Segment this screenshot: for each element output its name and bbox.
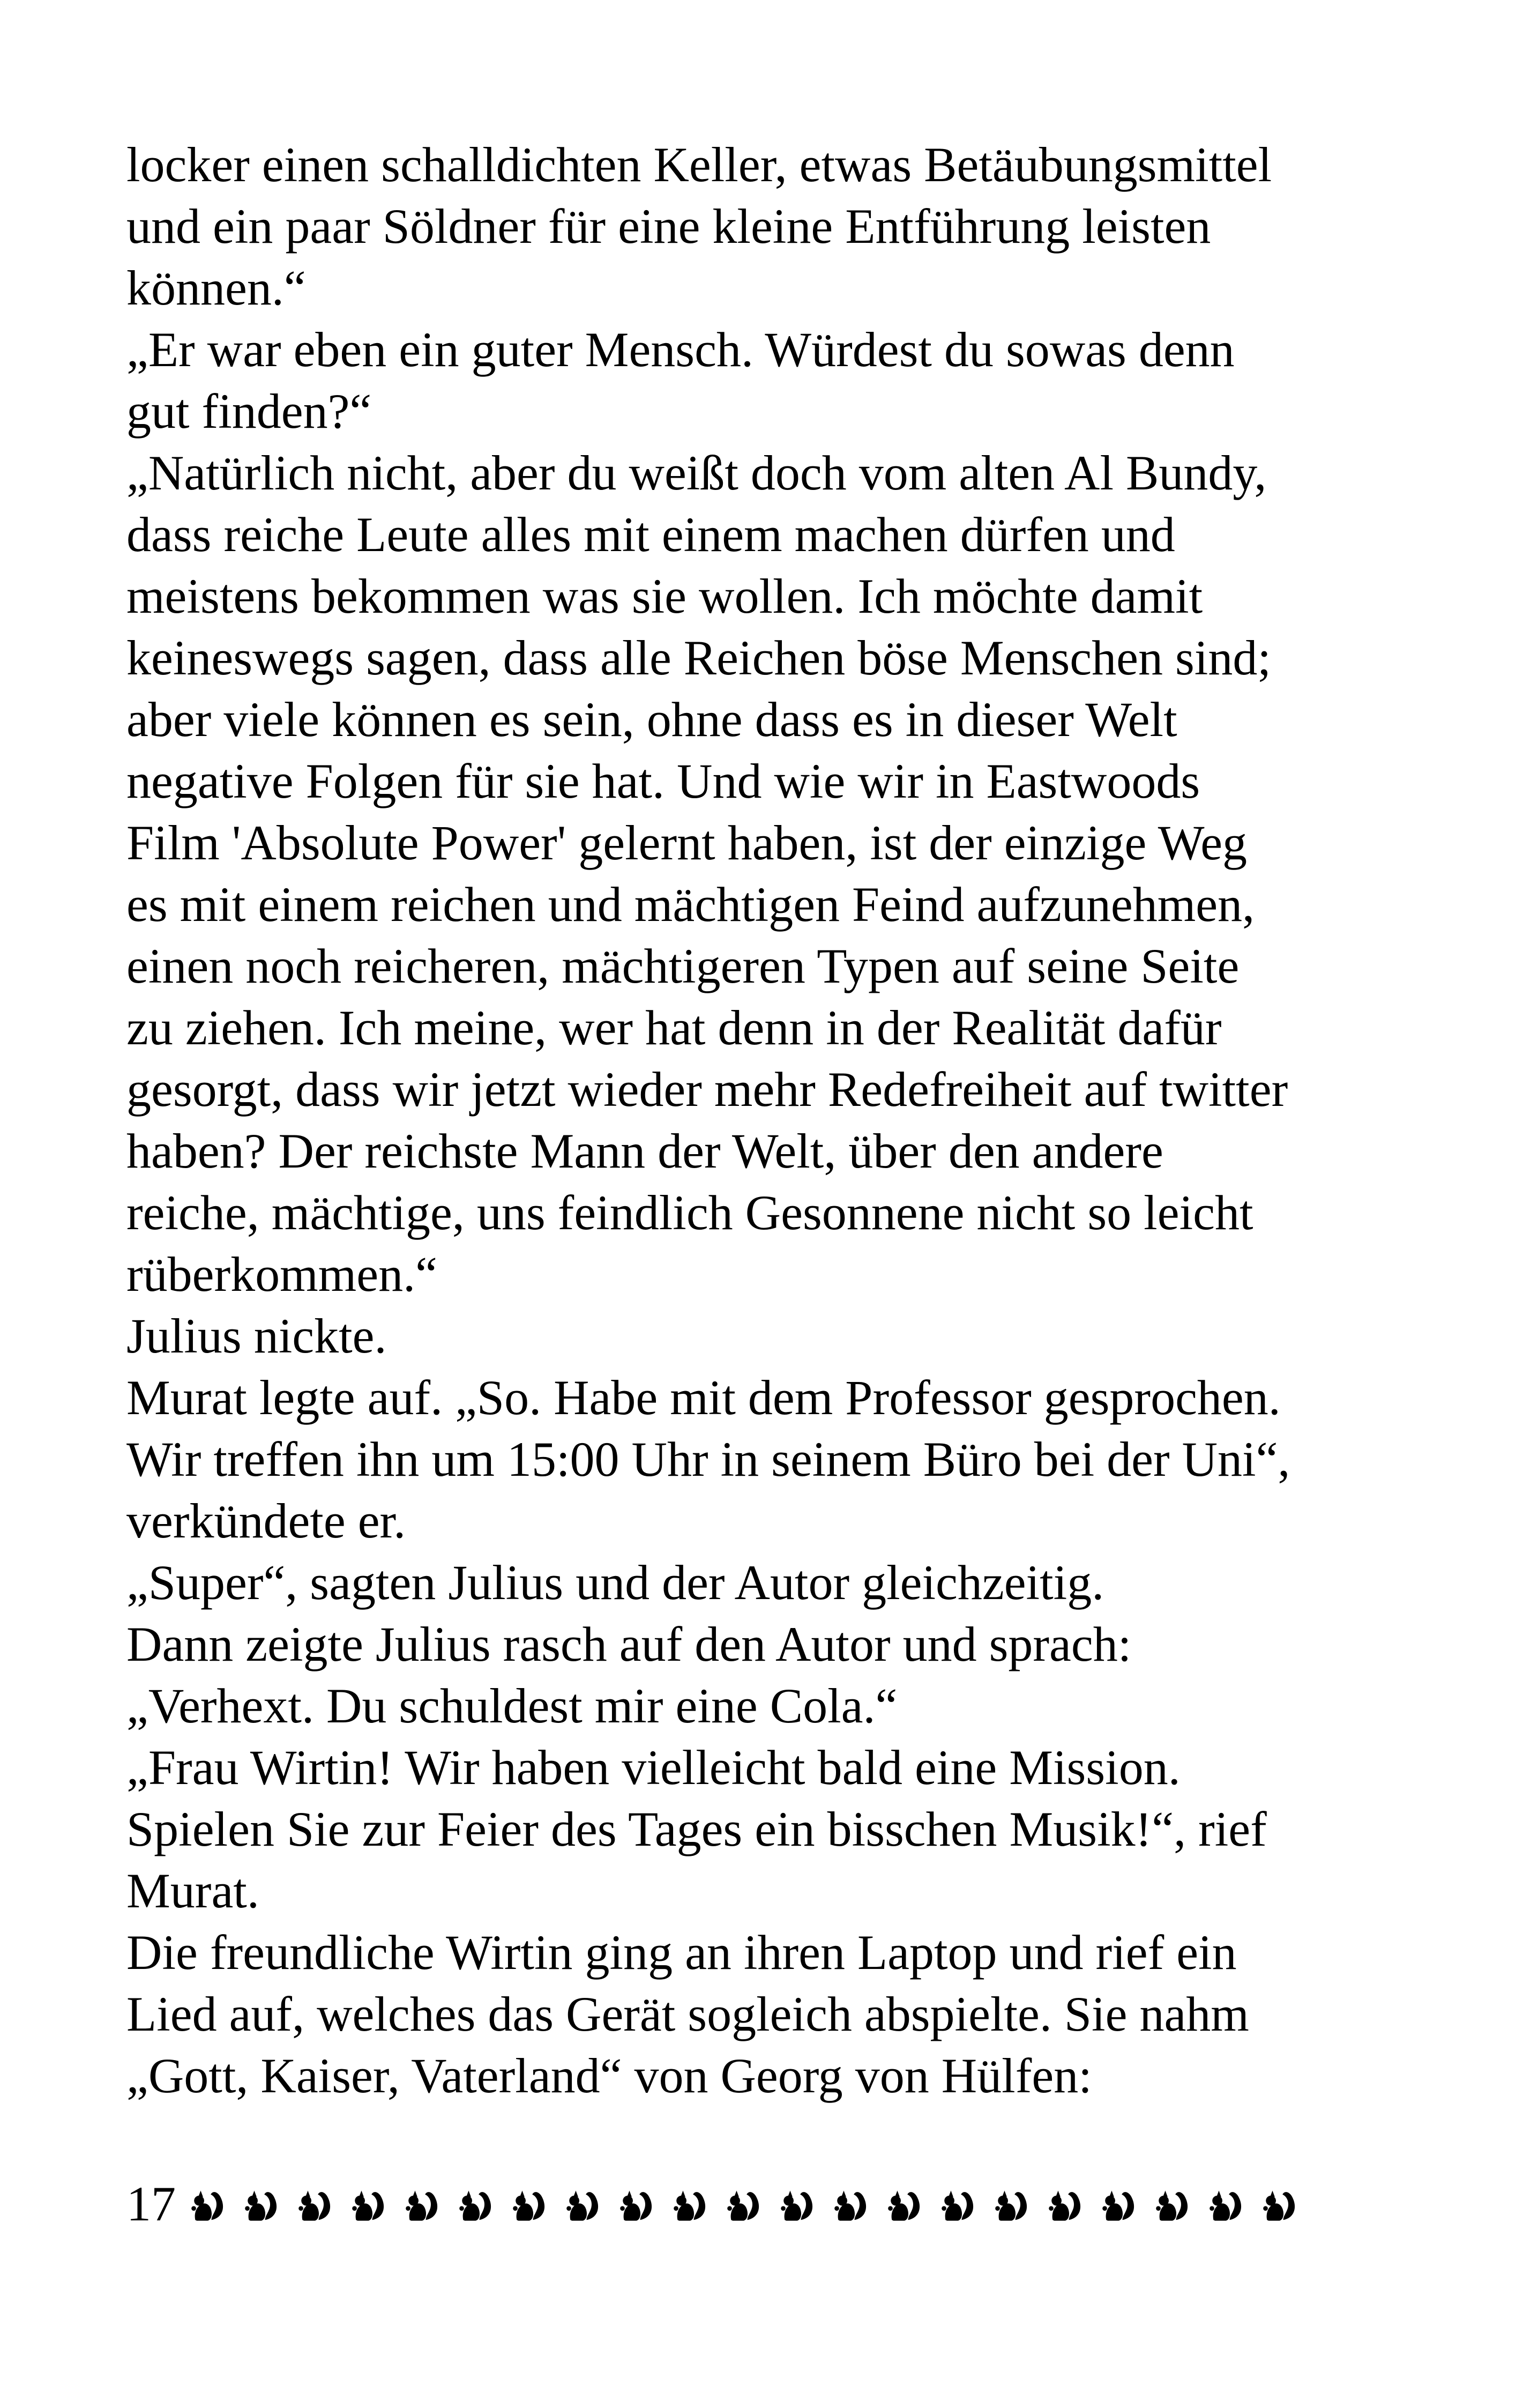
page-number: 17 [126,2176,176,2231]
text-line: dass reiche Leute alles mit einem machen dürfen und [126,507,1175,562]
squirrel-icon [1152,2184,1191,2223]
text-line: Spielen Sie zur Feier des Tages ein bisschen Musik!“, rief [126,1802,1267,1856]
text-line: verkündete er. [126,1493,406,1548]
text-line: gesorgt, dass wir jetzt wieder mehr Redefreiheit auf twitter [126,1062,1288,1117]
text-line: aber viele können es sein, ohne dass es in dieser Welt [126,692,1177,747]
squirrel-icon [991,2184,1030,2223]
text-line: Julius nickte. [126,1309,387,1363]
text-line: haben? Der reichste Mann der Welt, über den andere [126,1124,1163,1178]
squirrel-icon [670,2184,708,2223]
text-line: „Verhext. Du schuldest mir eine Cola.“ [126,1678,898,1733]
text-line: Dann zeigte Julius rasch auf den Autor und sprach: [126,1617,1132,1671]
text-line: Lied auf, welches das Gerät sogleich abspielte. Sie nahm [126,1987,1249,2041]
text-line: Murat legte auf. „So. Habe mit dem Professor gesprochen. [126,1370,1281,1425]
text-line: rüberkommen.“ [126,1247,437,1302]
text-line: locker einen schalldichten Keller, etwas Betäubungsmittel [126,137,1272,192]
text-line: Die freundliche Wirtin ging an ihren Laptop und rief ein [126,1925,1237,1980]
squirrel-icon [1099,2184,1137,2223]
text-line: es mit einem reichen und mächtigen Feind aufzunehmen, [126,877,1255,932]
squirrel-icon [295,2184,333,2223]
squirrel-icon [456,2184,494,2223]
squirrel-icon [777,2184,816,2223]
squirrel-icon [616,2184,655,2223]
squirrel-icon [509,2184,548,2223]
squirrel-icon [402,2184,441,2223]
text-line: „Er war eben ein guter Mensch. Würdest du sowas denn [126,322,1235,377]
squirrel-icon [831,2184,869,2223]
text-line: Film 'Absolute Power' gelernt haben, ist der einzige Weg [126,815,1248,870]
squirrel-icon [1045,2184,1084,2223]
text-line: und ein paar Söldner für eine kleine Entführung leisten [126,199,1211,254]
squirrel-icon [1206,2184,1244,2223]
text-line: reiche, mächtige, uns feindlich Gesonnene nicht so leicht [126,1185,1253,1240]
squirrel-icon [1259,2184,1298,2223]
text-line: können.“ [126,261,306,315]
text-line: „Super“, sagten Julius und der Autor gleichzeitig. [126,1555,1104,1610]
text-line: keineswegs sagen, dass alle Reichen böse Menschen sind; [126,630,1271,685]
squirrel-icon [938,2184,976,2223]
squirrel-icon [723,2184,762,2223]
text-line: Murat. [126,1863,259,1918]
body-text [126,134,1423,2107]
ornament-row [188,2184,1298,2223]
text-line: „Gott, Kaiser, Vaterland“ von Georg von Hülfen: [126,2048,1092,2103]
text-line: meistens bekommen was sie wollen. Ich möchte damit [126,569,1203,623]
squirrel-icon [884,2184,923,2223]
squirrel-icon [563,2184,601,2223]
text-line: Wir treffen ihn um 15:00 Uhr in seinem Büro bei der Uni“, [126,1432,1290,1487]
squirrel-icon [188,2184,226,2223]
text-line: gut finden?“ [126,384,372,439]
text-line: negative Folgen für sie hat. Und wie wir in Eastwoods [126,754,1200,808]
text-line: „Natürlich nicht, aber du weißt doch vom alten Al Bundy, [126,445,1267,500]
text-line: einen noch reicheren, mächtigeren Typen auf seine Seite [126,939,1240,993]
text-line: zu ziehen. Ich meine, wer hat denn in der Realität dafür [126,1000,1222,1055]
squirrel-icon [241,2184,280,2223]
text-line: „Frau Wirtin! Wir haben vielleicht bald eine Mission. [126,1740,1181,1795]
squirrel-icon [348,2184,387,2223]
page-footer [126,2174,1298,2233]
